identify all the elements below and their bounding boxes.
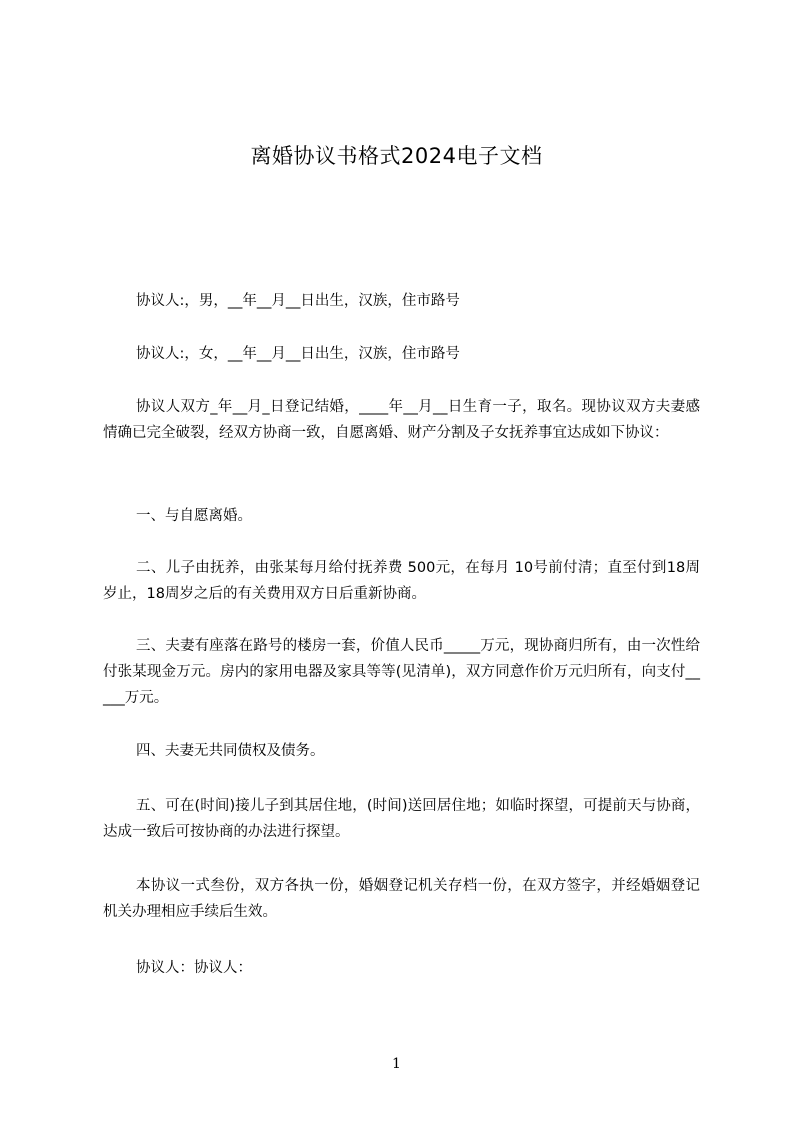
signature-line: 协议人：协议人：: [136, 960, 252, 976]
party-one-paragraph: 协议人:，男，__年__月__日出生，汉族，住市路号: [136, 293, 460, 309]
marriage-info-paragraph: 协议人双方_年__月_日登记结婚，____年__月__日生育一子，取名。现协议双方夫妻感情确已完全破裂，经双方协商一致，自愿离婚、财产分割及子女抚养事宜达成如下协议：: [103, 399, 700, 441]
clause-three-paragraph: 三、夫妻有座落在路号的楼房一套，价值人民币_____万元，现协商归所有，由一次性给付张某现金万元。房内的家用电器及家具等等(见清单)，双方同意作价万元归所有，向支付_____万元。: [103, 638, 700, 706]
effectiveness-paragraph: 本协议一式叁份，双方各执一份，婚姻登记机关存档一份，在双方签字，并经婚姻登记机关办理相应手续后生效。: [103, 878, 700, 920]
page-number: 1: [392, 1056, 401, 1072]
clause-four-paragraph: 四、夫妻无共同债权及债务。: [136, 743, 325, 759]
clause-two-paragraph: 二、儿子由抚养，由张某每月给付抚养费 500元，在每月 10号前付清；直至付到18周岁止，18周岁之后的有关费用双方日后重新协商。: [103, 560, 700, 602]
party-two-paragraph: 协议人:，女，__年__月__日出生，汉族，住市路号: [136, 346, 460, 362]
clause-five-paragraph: 五、可在(时间)接儿子到其居住地，(时间)送回居住地；如临时探望，可提前天与协商，达成一致后可按协商的办法进行探望。: [103, 798, 700, 840]
clause-one-paragraph: 一、与自愿离婚。: [136, 508, 252, 524]
document-title: 离婚协议书格式2024电子文档: [250, 144, 543, 168]
